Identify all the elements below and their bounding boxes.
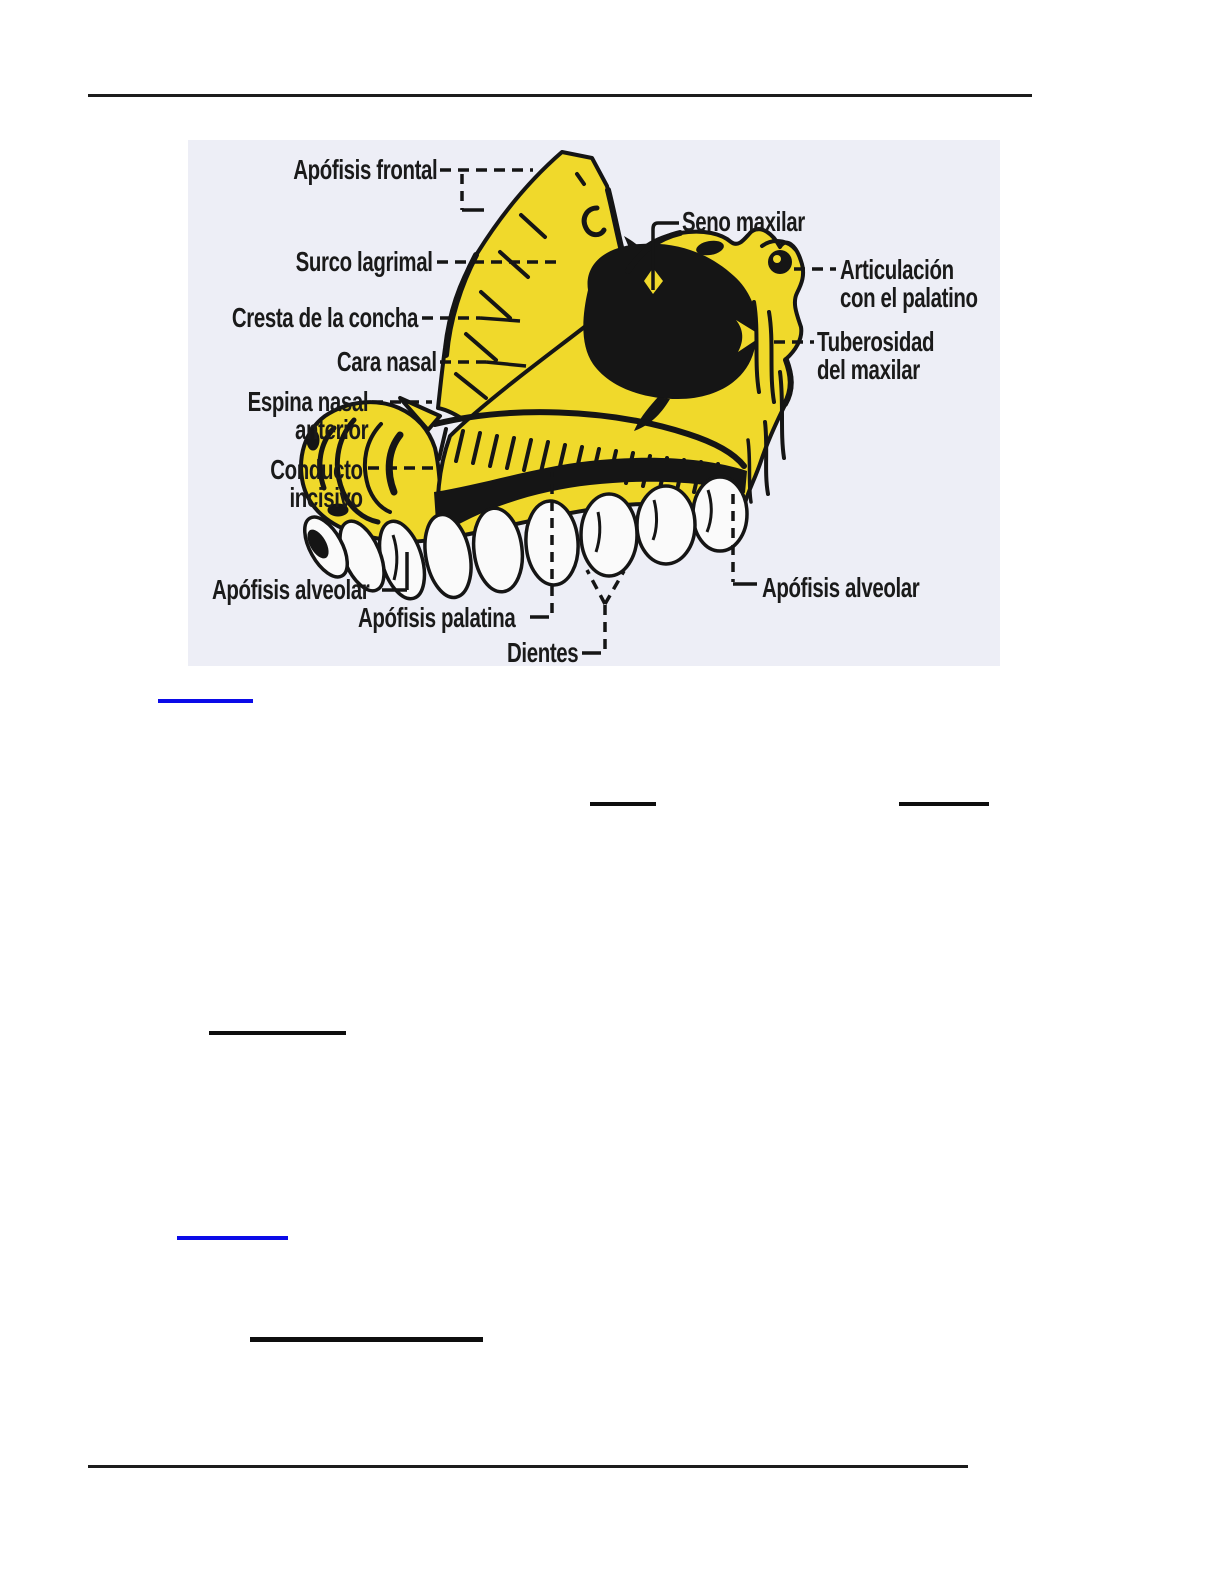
top-rule [88, 94, 1032, 97]
label-apofisis-frontal: Apófisis frontal [292, 154, 437, 185]
label-apofisis-palatina: Apófisis palatina [358, 602, 516, 633]
label-tuberosidad-linea1: Tuberosidad [817, 326, 935, 357]
link-underline-1[interactable] [158, 699, 253, 703]
blank-underline-2 [899, 802, 989, 806]
label-espina-linea2: anterior [294, 414, 368, 445]
label-tuberosidad-del-maxilar [817, 328, 934, 384]
label-conducto-linea2: incisivo [289, 482, 363, 513]
blank-underline-1 [590, 802, 656, 806]
link-underline-2[interactable] [177, 1236, 288, 1240]
label-cara-nasal: Cara nasal [337, 346, 437, 377]
label-espina-linea1: Espina nasal [247, 386, 368, 417]
label-articulacion-con-el-palatino [840, 256, 978, 312]
label-apofisis-alveolar-izquierda: Apófisis alveolar [212, 574, 370, 605]
label-articulacion-linea2: con el palatino [840, 282, 978, 313]
blank-underline-4 [250, 1337, 483, 1342]
label-dientes: Dientes [507, 637, 579, 668]
label-cresta-de-la-concha: Cresta de la concha [231, 302, 418, 333]
label-conducto-incisivo [271, 456, 363, 512]
blank-underline-3 [209, 1031, 346, 1035]
label-espina-nasal-anterior [247, 388, 368, 444]
label-seno-maxilar: Seno maxilar [682, 206, 805, 237]
label-apofisis-alveolar-derecha: Apófisis alveolar [762, 572, 920, 603]
palatine-articulation-knob [768, 250, 792, 274]
maxilla-figure-panel [188, 140, 1000, 666]
label-articulacion-linea1: Articulación [840, 254, 954, 285]
label-tuberosidad-linea2: del maxilar [817, 354, 920, 385]
label-conducto-linea1: Conducto [270, 454, 363, 485]
label-surco-lagrimal: Surco lagrimal [296, 246, 433, 277]
bottom-rule [88, 1465, 968, 1468]
